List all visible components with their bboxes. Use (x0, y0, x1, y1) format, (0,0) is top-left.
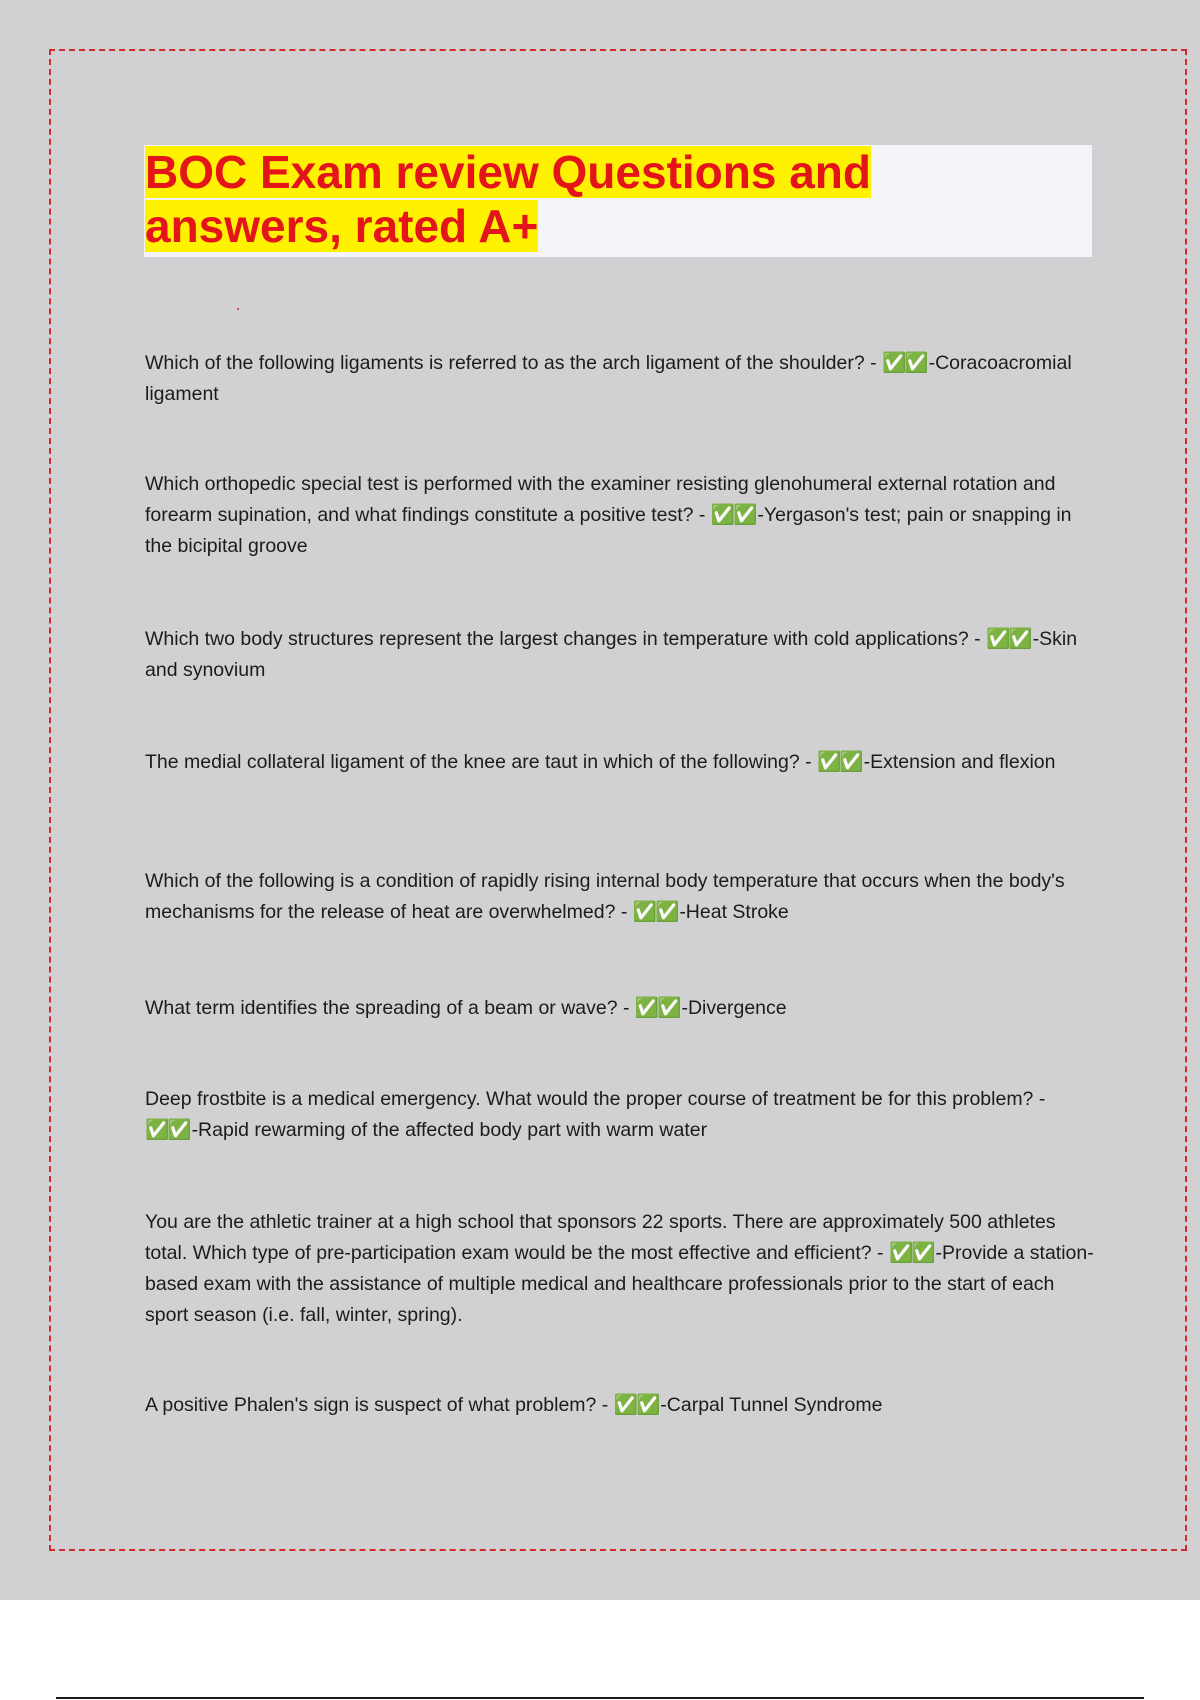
qa-item-9 (145, 1390, 1095, 1421)
title-text: BOC Exam review Questions and answers, rated A+ (145, 146, 872, 252)
checkmark-icon: ✅✅ (613, 1394, 659, 1416)
checkmark-icon: ✅✅ (634, 997, 680, 1019)
question-text: Deep frostbite is a medical emergency. What would the proper course of treatment be for this problem? - (145, 1088, 1046, 1110)
qa-item-6 (145, 993, 1095, 1024)
checkmark-icon: ✅✅ (882, 352, 927, 374)
question-text: Which of the following is a condition of rapidly rising internal body temperature that occurs when the body's mechanisms for the release of heat are overwhelmed? - (145, 870, 1065, 923)
answer-text: -Divergence (681, 997, 787, 1019)
qa-item-1 (145, 348, 1095, 410)
question-text: You are the athletic trainer at a high school that sponsors 22 sports. There are approximately 500 athletes total. Which type of pre-participation exam would be the most effective and efficient? - (145, 1211, 1056, 1264)
question-text: Which of the following ligaments is referred to as the arch ligament of the shoulder? - (145, 352, 883, 374)
answer-text: -Coracoacromial ligament (145, 352, 1072, 405)
answer-text: -Heat Stroke (679, 901, 789, 923)
qa-item-2 (145, 469, 1095, 562)
answer-text: -Skin and synovium (145, 628, 1078, 681)
qa-item-8 (145, 1207, 1095, 1331)
answer-text: -Extension and flexion (863, 751, 1056, 773)
qa-item-4 (145, 747, 1095, 778)
stray-dot (237, 308, 239, 310)
footer-divider (56, 1697, 1144, 1699)
question-text: Which two body structures represent the largest changes in temperature with cold applications? - (145, 628, 987, 650)
checkmark-icon: ✅✅ (986, 628, 1031, 650)
question-text: The medial collateral ligament of the knee are taut in which of the following? - (145, 751, 818, 773)
answer-text: -Carpal Tunnel Syndrome (660, 1394, 883, 1416)
checkmark-icon: ✅✅ (632, 901, 678, 923)
answer-text: -Yergason's test; pain or snapping in the bicipital groove (145, 504, 1072, 557)
answer-text: -Provide a station-based exam with the assistance of multiple medical and healthcare professionals prior to the start of each sport season (i.e. fall, winter, spring). (145, 1242, 1094, 1326)
qa-item-5 (145, 866, 1095, 928)
question-text: A positive Phalen's sign is suspect of what problem? - (145, 1394, 614, 1416)
checkmark-icon: ✅✅ (145, 1119, 190, 1141)
question-text: Which orthopedic special test is performed with the examiner resisting glenohumeral external rotation and forearm supination, and what findings constitute a positive test? - (145, 473, 1056, 526)
question-text: What term identifies the spreading of a beam or wave? - (145, 997, 635, 1019)
answer-text: -Rapid rewarming of the affected body part with warm water (191, 1119, 708, 1141)
checkmark-icon: ✅✅ (888, 1242, 934, 1264)
checkmark-icon: ✅✅ (710, 504, 756, 526)
qa-item-3 (145, 624, 1095, 686)
qa-item-7 (145, 1084, 1095, 1146)
checkmark-icon: ✅✅ (817, 751, 862, 773)
document-title (145, 145, 1065, 253)
